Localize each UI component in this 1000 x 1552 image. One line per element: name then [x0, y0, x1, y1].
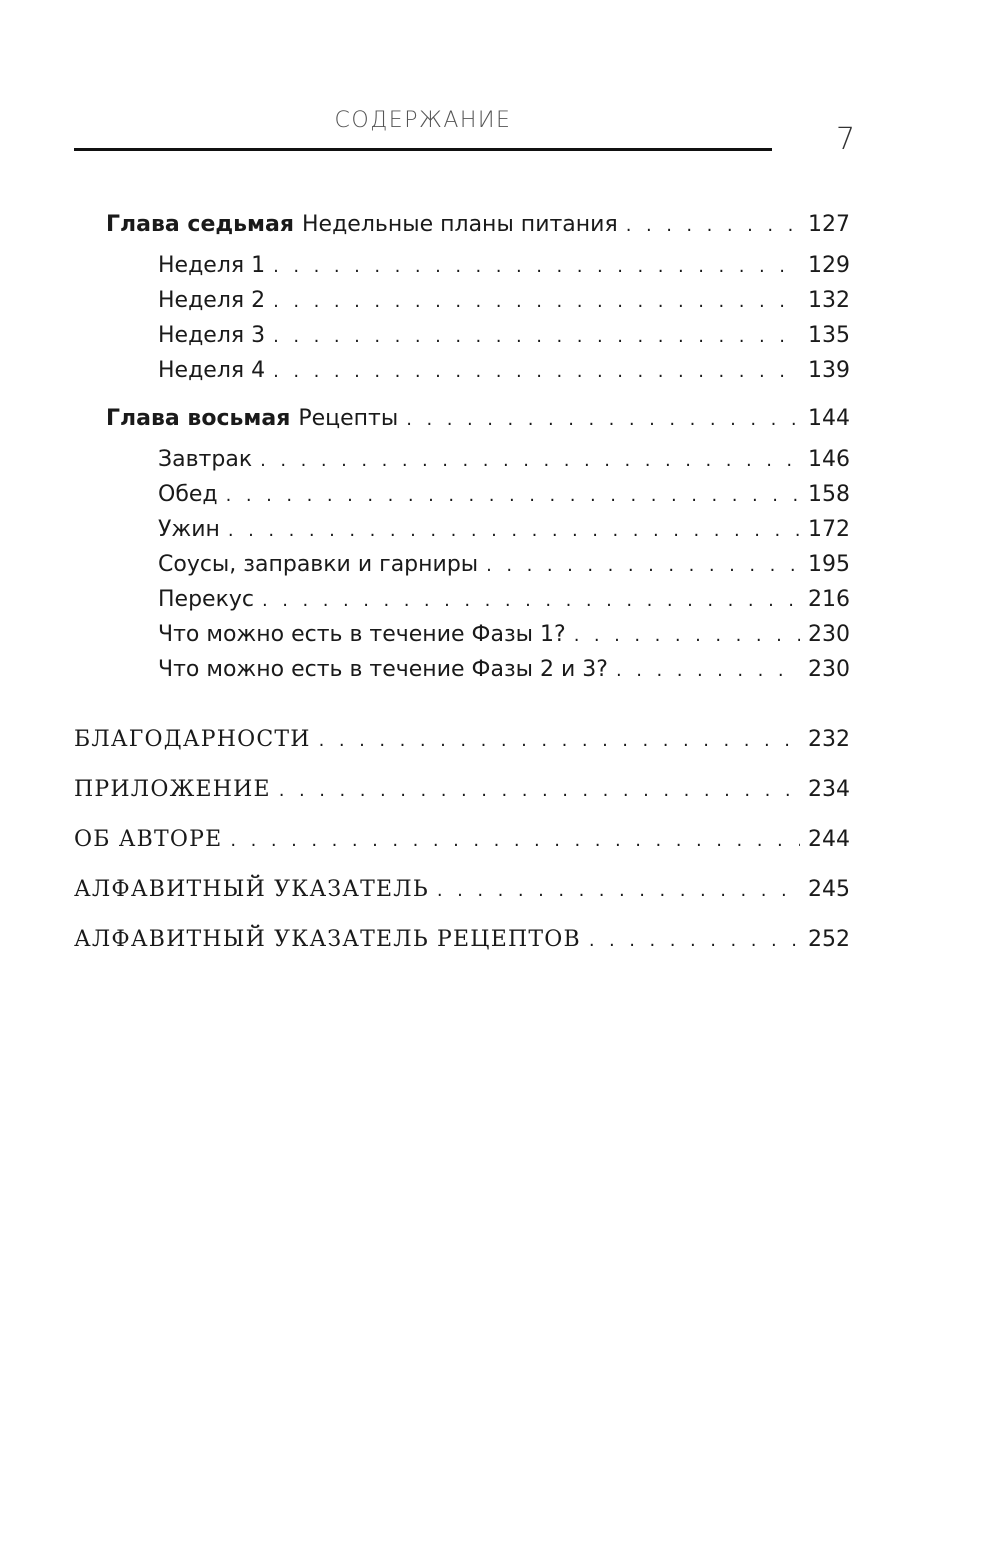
toc-entry[interactable] [158, 653, 850, 687]
entry-title: БЛАГОДАРНОСТИ [74, 727, 311, 752]
toc-entry[interactable] [158, 618, 850, 652]
entry-title: АЛФАВИТНЫЙ УКАЗАТЕЛЬ РЕЦЕПТОВ [74, 927, 581, 952]
page-ref: 230 [808, 622, 850, 647]
page-ref: 158 [808, 482, 850, 507]
entry-title: Что можно есть в течение Фазы 1? [158, 622, 566, 647]
page-ref: 129 [808, 253, 850, 278]
dot-leader [589, 924, 800, 958]
page-ref: 244 [808, 827, 850, 852]
toc-entry[interactable] [158, 284, 850, 318]
entry-title: ПРИЛОЖЕНИЕ [74, 777, 271, 802]
dot-leader [273, 250, 800, 284]
entry-title: Что можно есть в течение Фазы 2 и 3? [158, 657, 608, 682]
page-ref: 172 [808, 517, 850, 542]
toc-entry[interactable] [158, 249, 850, 283]
page-ref: 216 [808, 587, 850, 612]
dot-leader [437, 874, 800, 908]
page-ref: 127 [808, 212, 850, 237]
page-ref: 245 [808, 877, 850, 902]
toc-entry[interactable] [158, 478, 850, 512]
page-ref: 234 [808, 777, 850, 802]
dot-leader [574, 619, 800, 653]
page-ref: 195 [808, 552, 850, 577]
toc-entry[interactable] [158, 583, 850, 617]
dot-leader [616, 654, 800, 688]
dot-leader [406, 403, 800, 437]
dot-leader [273, 285, 800, 319]
dot-leader [262, 584, 800, 618]
page-ref: 252 [808, 927, 850, 952]
page-ref: 144 [808, 406, 850, 431]
entry-title: ОБ АВТОРЕ [74, 827, 223, 852]
dot-leader [226, 479, 800, 513]
toc-entry-recipe-index[interactable] [74, 923, 850, 957]
dot-leader [273, 320, 800, 354]
dot-leader [228, 514, 800, 548]
toc-entry[interactable] [158, 354, 850, 388]
toc-entry-acknowledgements[interactable] [74, 723, 850, 757]
page-ref: 139 [808, 358, 850, 383]
page-ref: 135 [808, 323, 850, 348]
page-ref: 232 [808, 727, 850, 752]
dot-leader [279, 774, 800, 808]
entry-title: Неделя 1 [158, 253, 266, 278]
entry-title: Обед [158, 482, 218, 507]
chapter-title: Недельные планы питания [302, 212, 618, 237]
toc-entry[interactable] [158, 548, 850, 582]
toc-entry-chapter-seven[interactable] [106, 208, 850, 242]
chapter-label: Глава восьмая [106, 406, 291, 431]
toc-entry[interactable] [158, 443, 850, 477]
chapter-title: Рецепты [298, 406, 399, 431]
toc-entry-index[interactable] [74, 873, 850, 907]
toc-entry-appendix[interactable] [74, 773, 850, 807]
running-head: СОДЕРЖАНИЕ [334, 108, 512, 133]
entry-title: Ужин [158, 517, 220, 542]
toc-entry-about-author[interactable] [74, 823, 850, 857]
toc-entry[interactable] [158, 513, 850, 547]
entry-title: Неделя 3 [158, 323, 266, 348]
entry-title: Неделя 4 [158, 358, 266, 383]
dot-leader [626, 209, 800, 243]
entry-title: Неделя 2 [158, 288, 266, 313]
page-ref: 230 [808, 657, 850, 682]
entry-title: Перекус [158, 587, 254, 612]
entry-title: Завтрак [158, 447, 253, 472]
dot-leader [230, 824, 800, 858]
page-ref: 146 [808, 447, 850, 472]
page-number: 7 [836, 122, 856, 157]
dot-leader [260, 444, 800, 478]
dot-leader [486, 549, 800, 583]
chapter-label: Глава седьмая [106, 212, 294, 237]
dot-leader [319, 724, 800, 758]
page-ref: 132 [808, 288, 850, 313]
entry-title: АЛФАВИТНЫЙ УКАЗАТЕЛЬ [74, 877, 429, 902]
entry-title: Соусы, заправки и гарниры [158, 552, 479, 577]
dot-leader [273, 355, 800, 389]
toc-entry-chapter-eight[interactable] [106, 402, 850, 436]
toc-entry[interactable] [158, 319, 850, 353]
